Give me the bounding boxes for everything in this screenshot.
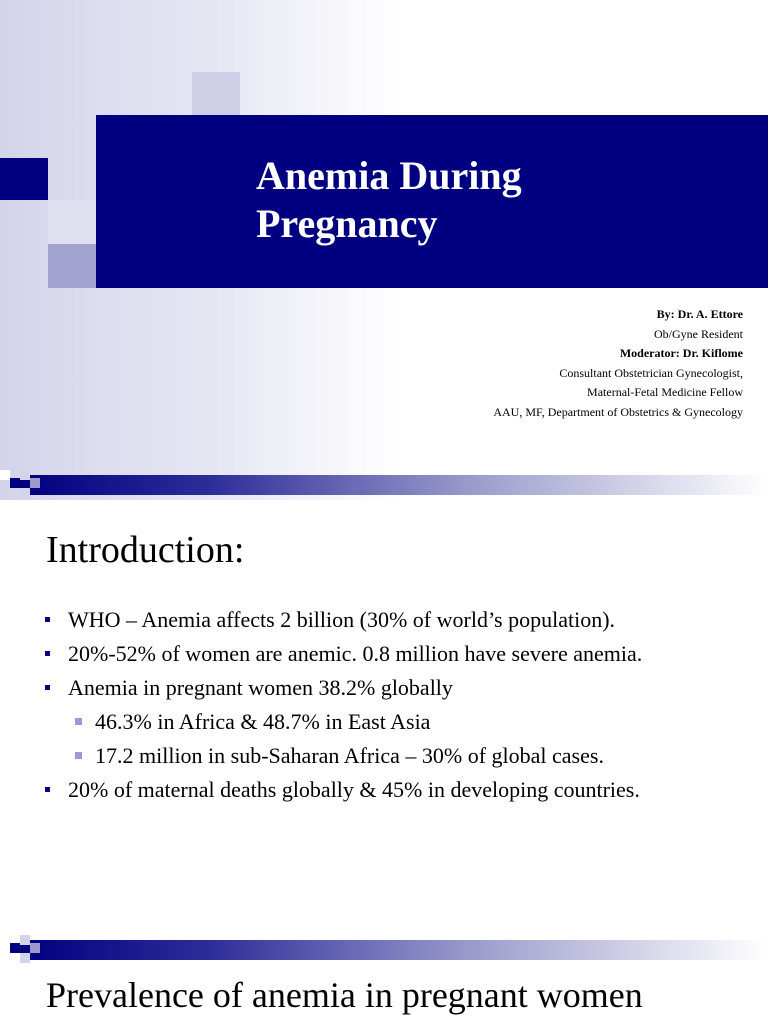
- separator-block: [30, 943, 40, 953]
- separator-block: [0, 935, 10, 945]
- slide-title-line-2: Pregnancy: [256, 201, 438, 246]
- bullet-marker-icon: [45, 787, 50, 792]
- separator-block: [20, 953, 30, 963]
- author-credits: [493, 305, 743, 422]
- section-title: Introduction:: [46, 529, 245, 571]
- title-accent-block: [0, 158, 48, 200]
- sub-bullet-item: [45, 741, 745, 770]
- decor-square: [192, 72, 240, 115]
- sub-bullet-marker-icon: [75, 718, 82, 725]
- slide-title-line-1: Anemia During: [256, 153, 522, 198]
- title-slide: [0, 0, 768, 500]
- bullet-item: [45, 775, 745, 804]
- slide-separator: [0, 470, 768, 500]
- credit-moderator-fellowship: Maternal-Fetal Medicine Fellow: [587, 385, 743, 399]
- sub-bullet-marker-icon: [75, 752, 82, 759]
- bullet-text: WHO – Anemia affects 2 billion (30% of world’s population).: [68, 607, 616, 632]
- separator-block: [0, 470, 10, 480]
- separator-block: [10, 478, 20, 488]
- slide-title: [256, 152, 756, 248]
- credit-department: AAU, MF, Department of Obstetrics & Gynecology: [493, 404, 743, 419]
- credit-author-role: Ob/Gyne Resident: [654, 326, 743, 341]
- separator-block: [20, 488, 30, 498]
- decor-square: [48, 200, 96, 244]
- bullet-text: 20%-52% of women are anemic. 0.8 million have severe anemia.: [68, 641, 643, 666]
- separator-block: [10, 943, 20, 953]
- section-title: Prevalence of anemia in pregnant women: [46, 975, 643, 1015]
- separator-block: [30, 478, 40, 488]
- separator-bar: [20, 475, 768, 495]
- credit-moderator: Moderator: Dr. Kiflome: [619, 346, 743, 360]
- bullet-text: 20% of maternal deaths globally & 45% in developing countries.: [68, 777, 640, 802]
- separator-block: [20, 935, 30, 945]
- bullet-item: [45, 673, 745, 702]
- bullet-marker-icon: [45, 685, 50, 690]
- slide-separator: [0, 935, 768, 965]
- separator-block: [20, 470, 30, 480]
- separator-bar: [20, 940, 768, 960]
- bullet-text: Anemia in pregnant women 38.2% globally: [68, 675, 453, 700]
- bullet-item: [45, 605, 745, 634]
- decor-square: [48, 244, 96, 288]
- credit-moderator-role: Consultant Obstetrician Gynecologist,: [559, 365, 743, 380]
- introduction-slide: [0, 505, 768, 935]
- sub-bullet-text: 46.3% in Africa & 48.7% in East Asia: [95, 709, 431, 734]
- bullet-marker-icon: [45, 651, 50, 656]
- bullet-marker-icon: [45, 617, 50, 622]
- sub-bullet-text: 17.2 million in sub-Saharan Africa – 30% of global cases.: [95, 743, 604, 768]
- prevalence-slide: [0, 965, 768, 1024]
- credit-author: By: Dr. A. Ettore: [656, 307, 743, 321]
- bullet-list: [45, 605, 745, 809]
- bullet-item: [45, 639, 745, 668]
- sub-bullet-item: [45, 707, 745, 736]
